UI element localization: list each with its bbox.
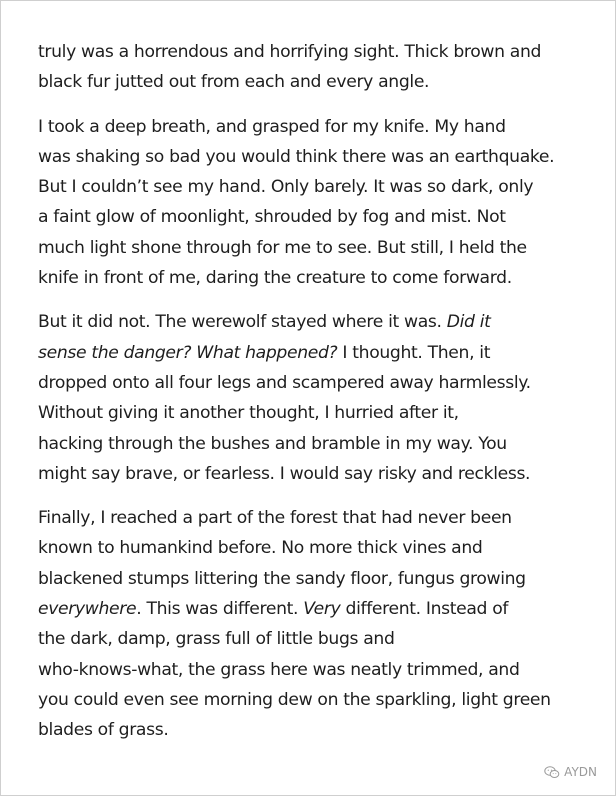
italic-text: Did it: [446, 312, 491, 333]
text-run: Without giving it another thought, I hurried after it,: [38, 403, 459, 424]
text-line: [38, 263, 588, 293]
text-line: [38, 398, 588, 428]
text-run: hacking through the bushes and bramble in my way. You: [38, 433, 507, 454]
text-line: [38, 37, 588, 67]
text-run: I thought. Then, it: [337, 342, 491, 363]
text-line: [38, 172, 588, 202]
text-line: [38, 112, 588, 142]
text-line: [38, 202, 588, 232]
text-line: [38, 429, 588, 459]
text-line: [38, 459, 588, 489]
watermark-text: AYDN: [564, 765, 597, 779]
wechat-icon: [544, 766, 560, 779]
text-run: Finally, I reached a part of the forest that had never been: [38, 508, 512, 529]
paragraph: [38, 37, 588, 98]
text-line: [38, 564, 588, 594]
text-run: much light shone through for me to see. But still, I held the: [38, 237, 527, 258]
text-run: who-knows-what, the grass here was neatly trimmed, and: [38, 659, 520, 680]
text-line: [38, 142, 588, 172]
text-run: you could even see morning dew on the sparkling, light green: [38, 689, 551, 710]
text-run: blackened stumps littering the sandy floor, fungus growing: [38, 568, 526, 589]
text-line: [38, 533, 588, 563]
text-line: [38, 624, 588, 654]
italic-text: everywhere: [38, 599, 137, 620]
text-line: [38, 307, 588, 337]
text-run: known to humankind before. No more thick vines and: [38, 538, 483, 559]
text-line: [38, 368, 588, 398]
text-run: might say brave, or fearless. I would say risky and reckless.: [38, 463, 531, 484]
text-line: [38, 594, 588, 624]
text-line: [38, 503, 588, 533]
text-run: was shaking so bad you would think there was an earthquake.: [38, 146, 555, 167]
text-run: blades of grass.: [38, 720, 169, 741]
text-run: a faint glow of moonlight, shrouded by fog and mist. Not: [38, 207, 506, 228]
text-run: black fur jutted out from each and every angle.: [38, 72, 430, 93]
text-run: . This was different.: [136, 599, 304, 620]
paragraph: [38, 503, 588, 745]
text-line: [38, 685, 588, 715]
story-text: [38, 37, 588, 760]
paragraph: [38, 112, 588, 294]
text-run: truly was a horrendous and horrifying sight. Thick brown and: [38, 42, 542, 62]
italic-text: sense the danger? What happened?: [38, 342, 338, 363]
text-run: dropped onto all four legs and scampered away harmlessly.: [38, 372, 531, 393]
text-line: [38, 67, 588, 97]
text-run: But I couldn’t see my hand. Only barely. It was so dark, only: [38, 177, 534, 198]
text-line: [38, 715, 588, 745]
text-run: knife in front of me, daring the creature to come forward.: [38, 268, 512, 289]
watermark: [544, 765, 597, 779]
text-line: [38, 233, 588, 263]
text-line: [38, 338, 588, 368]
text-run: different. Instead of: [340, 599, 509, 620]
text-run: But it did not. The werewolf stayed where it was.: [38, 312, 447, 333]
text-run: I took a deep breath, and grasped for my knife. My hand: [38, 116, 506, 137]
italic-text: Very: [303, 599, 341, 620]
text-line: [38, 655, 588, 685]
text-run: the dark, damp, grass full of little bugs and: [38, 629, 395, 650]
paragraph: [38, 307, 588, 489]
